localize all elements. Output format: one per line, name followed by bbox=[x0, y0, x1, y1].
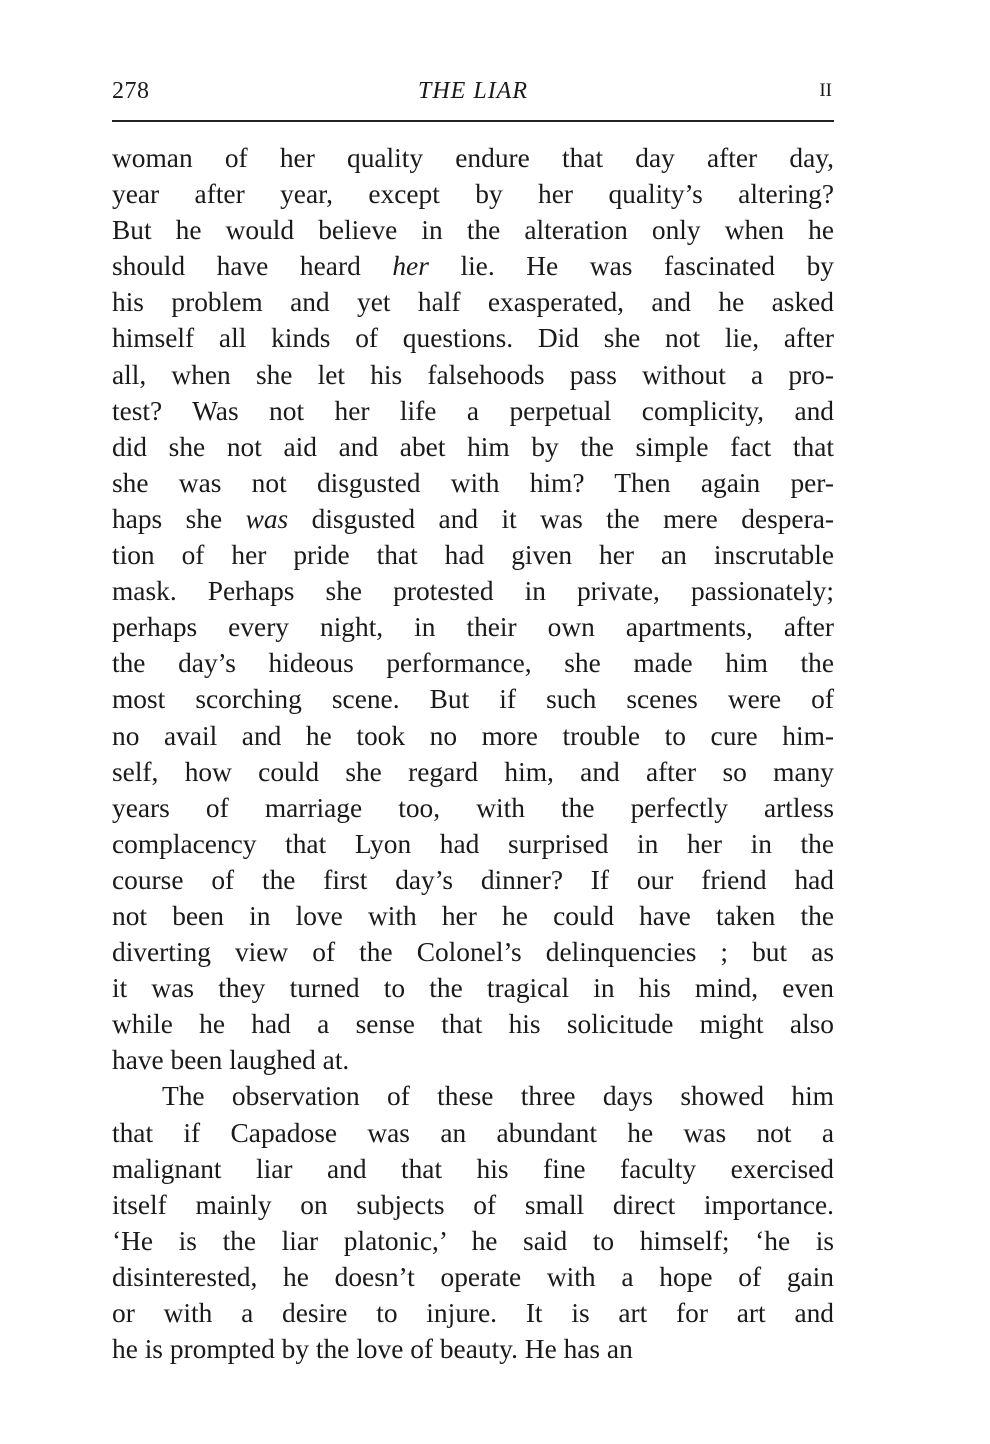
text-line: woman of her quality endure that day after day, bbox=[112, 143, 834, 173]
text-line: should have heard her lie. He was fascinated by bbox=[112, 251, 834, 282]
text-line: that if Capadose was an abundant he was not a bbox=[112, 1117, 834, 1148]
text-line: most scorching scene. But if such scenes were of bbox=[112, 684, 834, 715]
text-line: haps she was disgusted and it was the mere despera- bbox=[112, 503, 834, 534]
italic-word: her bbox=[392, 251, 429, 282]
text-line: all, when she let his falsehoods pass without a pro- bbox=[112, 359, 834, 390]
text-line: year after year, except by her quality’s altering? bbox=[112, 179, 834, 210]
running-title: THE LIAR bbox=[418, 78, 528, 104]
chapter-number: II bbox=[819, 80, 832, 101]
text-line: it was they turned to the tragical in his mind, even bbox=[112, 973, 834, 1004]
text-line: while he had a sense that his solicitude might also bbox=[112, 1009, 834, 1040]
body-text bbox=[112, 140, 834, 1367]
text-line: self, how could she regard him, and after so many bbox=[112, 756, 834, 787]
text-line: perhaps every night, in their own apartments, after bbox=[112, 612, 834, 643]
text-line: he is prompted by the love of beauty. He has an bbox=[112, 1334, 633, 1365]
text-line: mask. Perhaps she protested in private, passionately; bbox=[112, 576, 834, 607]
text-line: disinterested, he doesn’t operate with a hope of gain bbox=[112, 1261, 834, 1292]
text-line: have been laughed at. bbox=[112, 1045, 350, 1076]
paragraph bbox=[112, 140, 834, 1078]
text-line: diverting view of the Colonel’s delinquencies ; but as bbox=[112, 937, 834, 968]
text-line: his problem and yet half exasperated, and he asked bbox=[112, 287, 834, 318]
running-header bbox=[112, 78, 834, 112]
header-rule bbox=[112, 120, 834, 122]
page-number: 278 bbox=[112, 78, 150, 104]
text-line: did she not aid and abet him by the simple fact that bbox=[112, 431, 834, 462]
text-line: itself mainly on subjects of small direct importance. bbox=[112, 1189, 834, 1220]
text-line: or with a desire to injure. It is art for art and bbox=[112, 1298, 834, 1328]
text-line: The observation of these three days showed him bbox=[162, 1081, 834, 1112]
text-line: not been in love with her he could have taken the bbox=[112, 900, 834, 931]
text-line: tion of her pride that had given her an inscrutable bbox=[112, 540, 834, 571]
text-line: complacency that Lyon had surprised in her in the bbox=[112, 828, 834, 859]
text-line: test? Was not her life a perpetual complicity, and bbox=[112, 395, 834, 426]
text-line: himself all kinds of questions. Did she not lie, after bbox=[112, 323, 834, 354]
text-line: she was not disgusted with him? Then again per- bbox=[112, 467, 834, 498]
text-line: years of marriage too, with the perfectly artless bbox=[112, 792, 834, 823]
text-line: But he would believe in the alteration only when he bbox=[112, 215, 834, 246]
paragraph bbox=[112, 1078, 834, 1367]
text-line: no avail and he took no more trouble to cure him- bbox=[112, 720, 834, 751]
text-line: ‘He is the liar platonic,’ he said to himself; ‘he is bbox=[112, 1225, 834, 1256]
text-line: the day’s hideous performance, she made him the bbox=[112, 648, 834, 679]
text-line: malignant liar and that his fine faculty exercised bbox=[112, 1153, 834, 1184]
text-line: course of the first day’s dinner? If our friend had bbox=[112, 864, 834, 895]
italic-word: was bbox=[245, 503, 289, 534]
